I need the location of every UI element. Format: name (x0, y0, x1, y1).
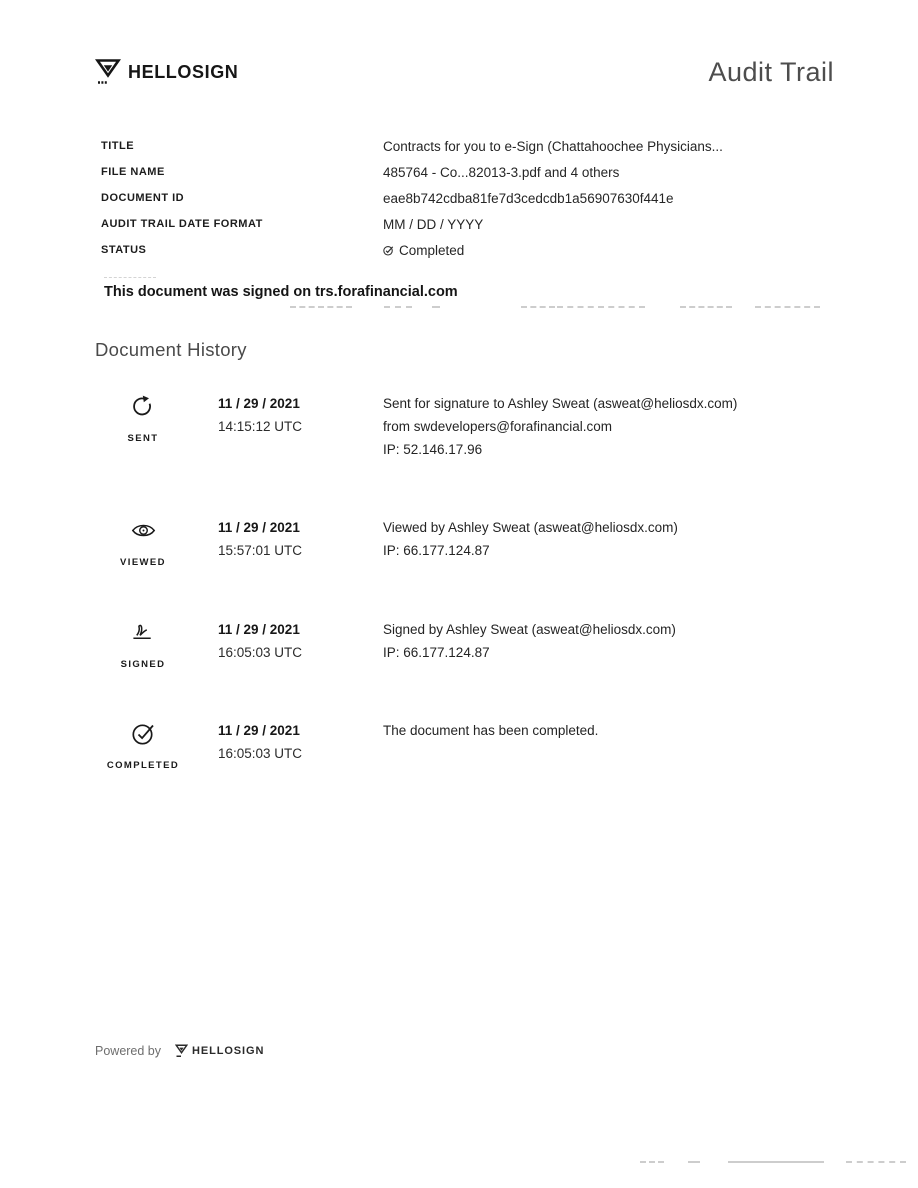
metadata-row-status (101, 237, 841, 263)
powered-by-label: Powered by (95, 1044, 162, 1058)
event-time: 14:15:12 UTC (218, 419, 303, 434)
event-description-line: Viewed by Ashley Sweat (asweat@heliosdx.com) (383, 520, 678, 535)
scan-artifact (680, 306, 732, 308)
event-description-line: from swdevelopers@forafinancial.com (383, 419, 613, 434)
metadata-label: DOCUMENT ID (101, 192, 185, 204)
event-date: 11 / 29 / 2021 (218, 723, 300, 738)
metadata-label: FILE NAME (101, 166, 165, 178)
event-time: 16:05:03 UTC (218, 746, 303, 761)
metadata-label: STATUS (101, 244, 147, 256)
event-description-line: IP: 52.146.17.96 (383, 442, 483, 457)
event-datetime (218, 719, 378, 765)
event-datetime (218, 392, 378, 438)
event-icon-column (95, 618, 191, 670)
event-description-line: Sent for signature to Ashley Sweat (asweat@heliosdx.com) (383, 396, 738, 411)
metadata-row-filename (101, 159, 841, 185)
metadata-label: AUDIT TRAIL DATE FORMAT (101, 218, 263, 230)
footer-brand-name: HELLOSIGN (192, 1045, 265, 1057)
event-time: 15:57:01 UTC (218, 543, 303, 558)
event-icon-column (95, 392, 191, 444)
event-datetime (218, 618, 378, 664)
metadata-value: 485764 - Co...82013-3.pdf and 4 others (383, 164, 620, 180)
event-date: 11 / 29 / 2021 (218, 520, 300, 535)
brand-name: HELLOSIGN (128, 61, 239, 82)
document-history-heading: Document History (95, 339, 247, 360)
eye-icon (131, 518, 156, 548)
event-description-line: IP: 66.177.124.87 (383, 645, 490, 660)
scan-artifact (846, 1161, 906, 1163)
event-description (383, 618, 862, 664)
event-icon-column (95, 719, 191, 771)
sent-circular-arrow-icon (131, 394, 156, 424)
check-circle-icon (131, 721, 156, 751)
status-text: Completed (399, 242, 465, 258)
event-datetime (218, 516, 378, 562)
metadata-value: Contracts for you to e-Sign (Chattahoochee Physicians... (383, 138, 723, 154)
event-description-line: The document has been completed. (383, 723, 599, 738)
scan-artifact (290, 306, 352, 308)
hellosign-pennant-icon (94, 57, 122, 87)
scan-artifact (384, 306, 412, 308)
check-circle-icon (383, 245, 394, 256)
footer-hellosign-logo (168, 1044, 264, 1058)
event-icon-column (95, 516, 191, 568)
scan-artifact (728, 1161, 824, 1163)
metadata-value: MM / DD / YYYY (383, 216, 484, 232)
event-type-label: VIEWED (120, 557, 166, 568)
scan-artifact (557, 306, 645, 308)
signed-on-note: This document was signed on trs.forafinancial.com (104, 284, 458, 300)
event-description (383, 719, 862, 742)
scan-artifact (755, 306, 820, 308)
scan-artifact (688, 1161, 700, 1163)
event-time: 16:05:03 UTC (218, 645, 303, 660)
event-date: 11 / 29 / 2021 (218, 622, 300, 637)
scan-artifact (104, 277, 156, 278)
metadata-value (383, 243, 841, 258)
history-event-viewed (95, 516, 862, 568)
metadata-table (101, 133, 841, 263)
metadata-row-document-id (101, 185, 841, 211)
event-description-line: Signed by Ashley Sweat (asweat@heliosdx.com) (383, 622, 676, 637)
hellosign-pennant-icon (175, 1044, 188, 1058)
event-description (383, 392, 862, 461)
event-type-label: SIGNED (120, 659, 166, 670)
metadata-label: TITLE (101, 140, 135, 152)
event-type-label: SENT (127, 433, 159, 444)
scan-artifact (640, 1161, 664, 1163)
footer (95, 1044, 264, 1058)
event-description (383, 516, 862, 562)
event-type-label: COMPLETED (106, 760, 180, 771)
scan-artifact (432, 306, 440, 308)
history-event-sent (95, 392, 862, 461)
history-event-signed (95, 618, 862, 670)
scan-artifact (521, 306, 555, 308)
metadata-value: eae8b742cdba81fe7d3cedcdb1a56907630f441e (383, 190, 674, 206)
page-title: Audit Trail (708, 57, 834, 87)
hellosign-logo (94, 57, 238, 87)
signature-pen-icon (131, 620, 156, 650)
event-description-line: IP: 66.177.124.87 (383, 543, 490, 558)
metadata-row-title (101, 133, 841, 159)
metadata-row-date-format (101, 211, 841, 237)
history-event-completed (95, 719, 862, 771)
event-date: 11 / 29 / 2021 (218, 396, 300, 411)
